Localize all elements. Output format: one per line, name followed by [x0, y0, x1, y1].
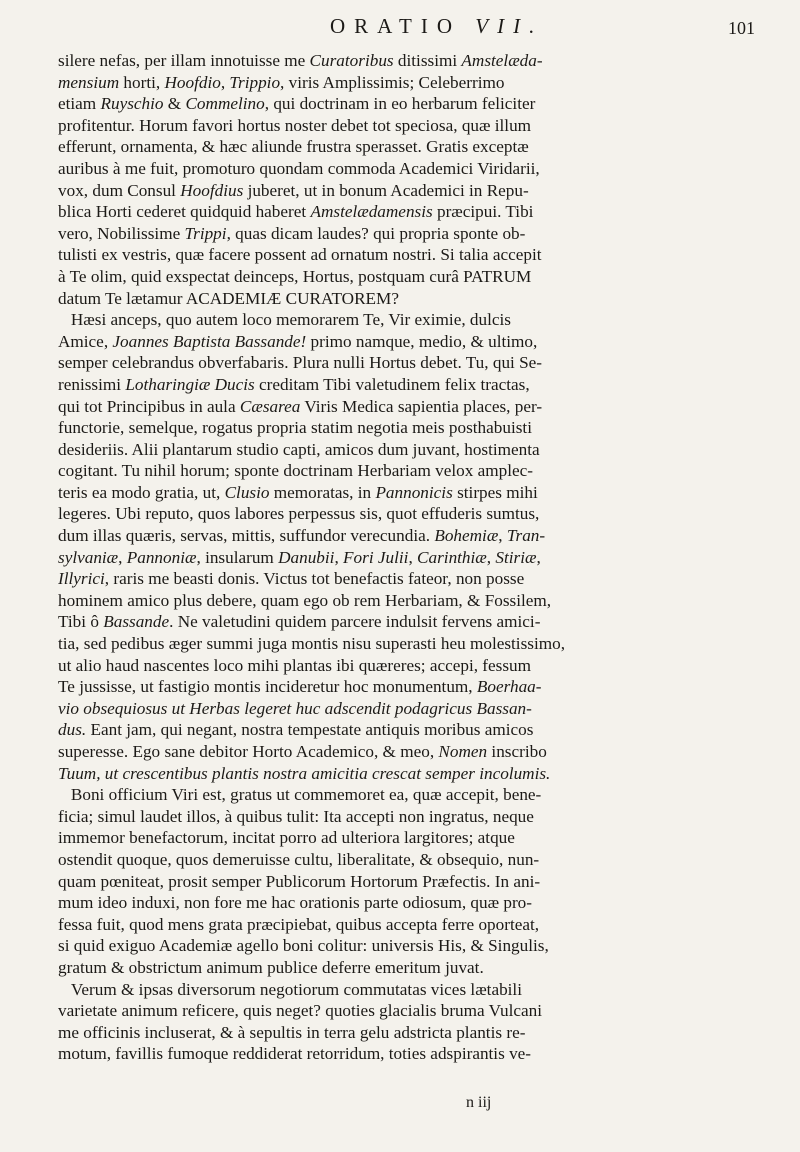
text-line: renissimi Lotharingiæ Ducis creditam Tibi valetudinem felix tractas,: [58, 374, 530, 394]
text-line: blica Horti cederet quidquid haberet Amstelædamensis præcipui. Tibi: [58, 202, 534, 222]
text-line: Amice, Joannes Baptista Bassande! primo namque, medio, & ultimo,: [58, 331, 538, 351]
chapter-title: ORATIO VII.: [330, 14, 544, 38]
text-line: vio obsequiosus ut Herbas legeret huc adscendit podagricus Bassan-: [58, 698, 532, 718]
text-line: mum ideo induxi, non fore me hac orationis parte odiosum, quæ pro-: [58, 893, 532, 913]
text-line: tia, sed pedibus æger summi juga montis nisu superasti heu molestissimo,: [58, 634, 565, 654]
text-line: efferunt, ornamenta, & hæc aliunde frustra sperasset. Gratis exceptæ: [58, 137, 529, 157]
running-head: [0, 10, 800, 46]
text-line: Hæsi anceps, quo autem loco memorarem Te, Vir eximie, dulcis: [58, 310, 511, 330]
page-number: 101: [728, 18, 755, 38]
text-line: etiam Ruyschio & Commelino, qui doctrinam in eo herbarum feliciter: [58, 94, 536, 114]
text-line: vox, dum Consul Hoofdius juberet, ut in bonum Academici in Repu-: [58, 180, 529, 200]
body-text: [58, 50, 760, 1065]
text-line: functorie, semelque, rogatus propria statim negotia meis posthabuisti: [58, 418, 532, 438]
text-line: sylvaniæ, Pannoniæ, insularum Danubii, Fori Julii, Carinthiæ, Stiriæ,: [58, 547, 541, 567]
text-line: dus. Eant jam, qui negant, nostra tempestate antiquis moribus amicos: [58, 720, 534, 740]
signature-mark: n iij: [466, 1094, 492, 1111]
text-line: teris ea modo gratia, ut, Clusio memoratas, in Pannonicis stirpes mihi: [58, 482, 538, 502]
text-line: ficia; simul laudet illos, à quibus tulit: Ita accepti non ingratus, neque: [58, 806, 534, 826]
text-line: profitentur. Horum favori hortus noster debet tot speciosa, quæ illum: [58, 115, 532, 135]
text-line: cogitant. Tu nihil horum; sponte doctrinam Herbariam velox amplec-: [58, 461, 533, 481]
text-line: auribus à me fuit, promoturo quondam commoda Academici Viridarii,: [58, 158, 540, 178]
text-line: Boni officium Viri est, gratus ut commemoret ea, quæ accepit, bene-: [58, 785, 542, 805]
text-line: ostendit quoque, quos demeruisse cultu, liberalitate, & obsequio, nun-: [58, 849, 540, 869]
text-line: mensium horti, Hoofdio, Trippio, viris Amplissimis; Celeberrimo: [58, 72, 505, 92]
text-line: gratum & obstrictum animum publice deferre emeritum juvat.: [58, 957, 484, 977]
text-line: legeres. Ubi reputo, quos labores perpessus sis, quot effuderis sumtus,: [58, 504, 540, 524]
text-line: me officinis incluserat, & à sepultis in terra gelu adstricta plantis re-: [58, 1022, 526, 1042]
text-line: immemor benefactorum, incitat porro ad ulteriora largitores; atque: [58, 828, 515, 848]
text-line: hominem amico plus debere, quam ego ob rem Herbariam, & Fossilem,: [58, 590, 552, 610]
text-line: tulisti ex vestris, quæ facere possent ad ornatum nostri. Si talia accepit: [58, 245, 542, 265]
text-line: Tibi ô Bassande. Ne valetudini quidem parcere indulsit fervens amici-: [58, 612, 541, 632]
text-line: qui tot Principibus in aula Cæsarea Viris Medica sapientia places, per-: [58, 396, 543, 416]
text-line: vero, Nobilissime Trippi, quas dicam laudes? qui propria sponte ob-: [58, 223, 526, 243]
text-line: silere nefas, per illam innotuisse me Curatoribus ditissimi Amstelæda-: [58, 51, 543, 70]
text-line: Tuum, ut crescentibus plantis nostra amicitia crescat semper incolumis.: [58, 763, 551, 783]
text-line: Te jussisse, ut fastigio montis incideretur hoc monumentum, Boerhaa-: [58, 677, 542, 697]
text-line: fessa fuit, quod mens grata præcipiebat, quibus accepta ferre oporteat,: [58, 914, 540, 934]
text-line: datum Te lætamur ACADEMIÆ CURATOREM?: [58, 288, 399, 308]
text-line: ut alio haud nascentes loco mihi plantas ibi quæreres; accepi, fessum: [58, 655, 532, 675]
text-line: si quid exiguo Academiæ agello boni colitur: universis His, & Singulis,: [58, 936, 549, 956]
text-line: à Te olim, quid exspectat deinceps, Hortus, postquam curâ PATRUM: [58, 266, 532, 286]
chapter-roman-numeral: VII.: [475, 14, 544, 38]
text-line: superesse. Ego sane debitor Horto Academico, & meo, Nomen inscribo: [58, 742, 547, 761]
text-line: semper celebrandus obverfabaris. Plura nulli Hortus debet. Tu, qui Se-: [58, 353, 543, 373]
text-line: quam pœniteat, prosit semper Publicorum Hortorum Præfectis. In ani-: [58, 871, 541, 891]
text-line: motum, favillis fumoque reddiderat retorridum, toties adspirantis ve-: [58, 1044, 532, 1064]
text-line: Verum & ipsas diversorum negotiorum commutatas vices lætabili: [58, 979, 522, 999]
text-line: Illyrici, raris me beasti donis. Victus tot benefactis fateor, non posse: [58, 569, 525, 589]
text-line: varietate animum reficere, quis neget? quoties glacialis bruma Vulcani: [58, 1001, 543, 1021]
text-line: desideriis. Alii plantarum studio capti, amicos dum juvant, hostimenta: [58, 439, 540, 459]
text-line: dum illas quæris, servas, mittis, suffundor verecundia. Bohemiæ, Tran-: [58, 526, 546, 546]
